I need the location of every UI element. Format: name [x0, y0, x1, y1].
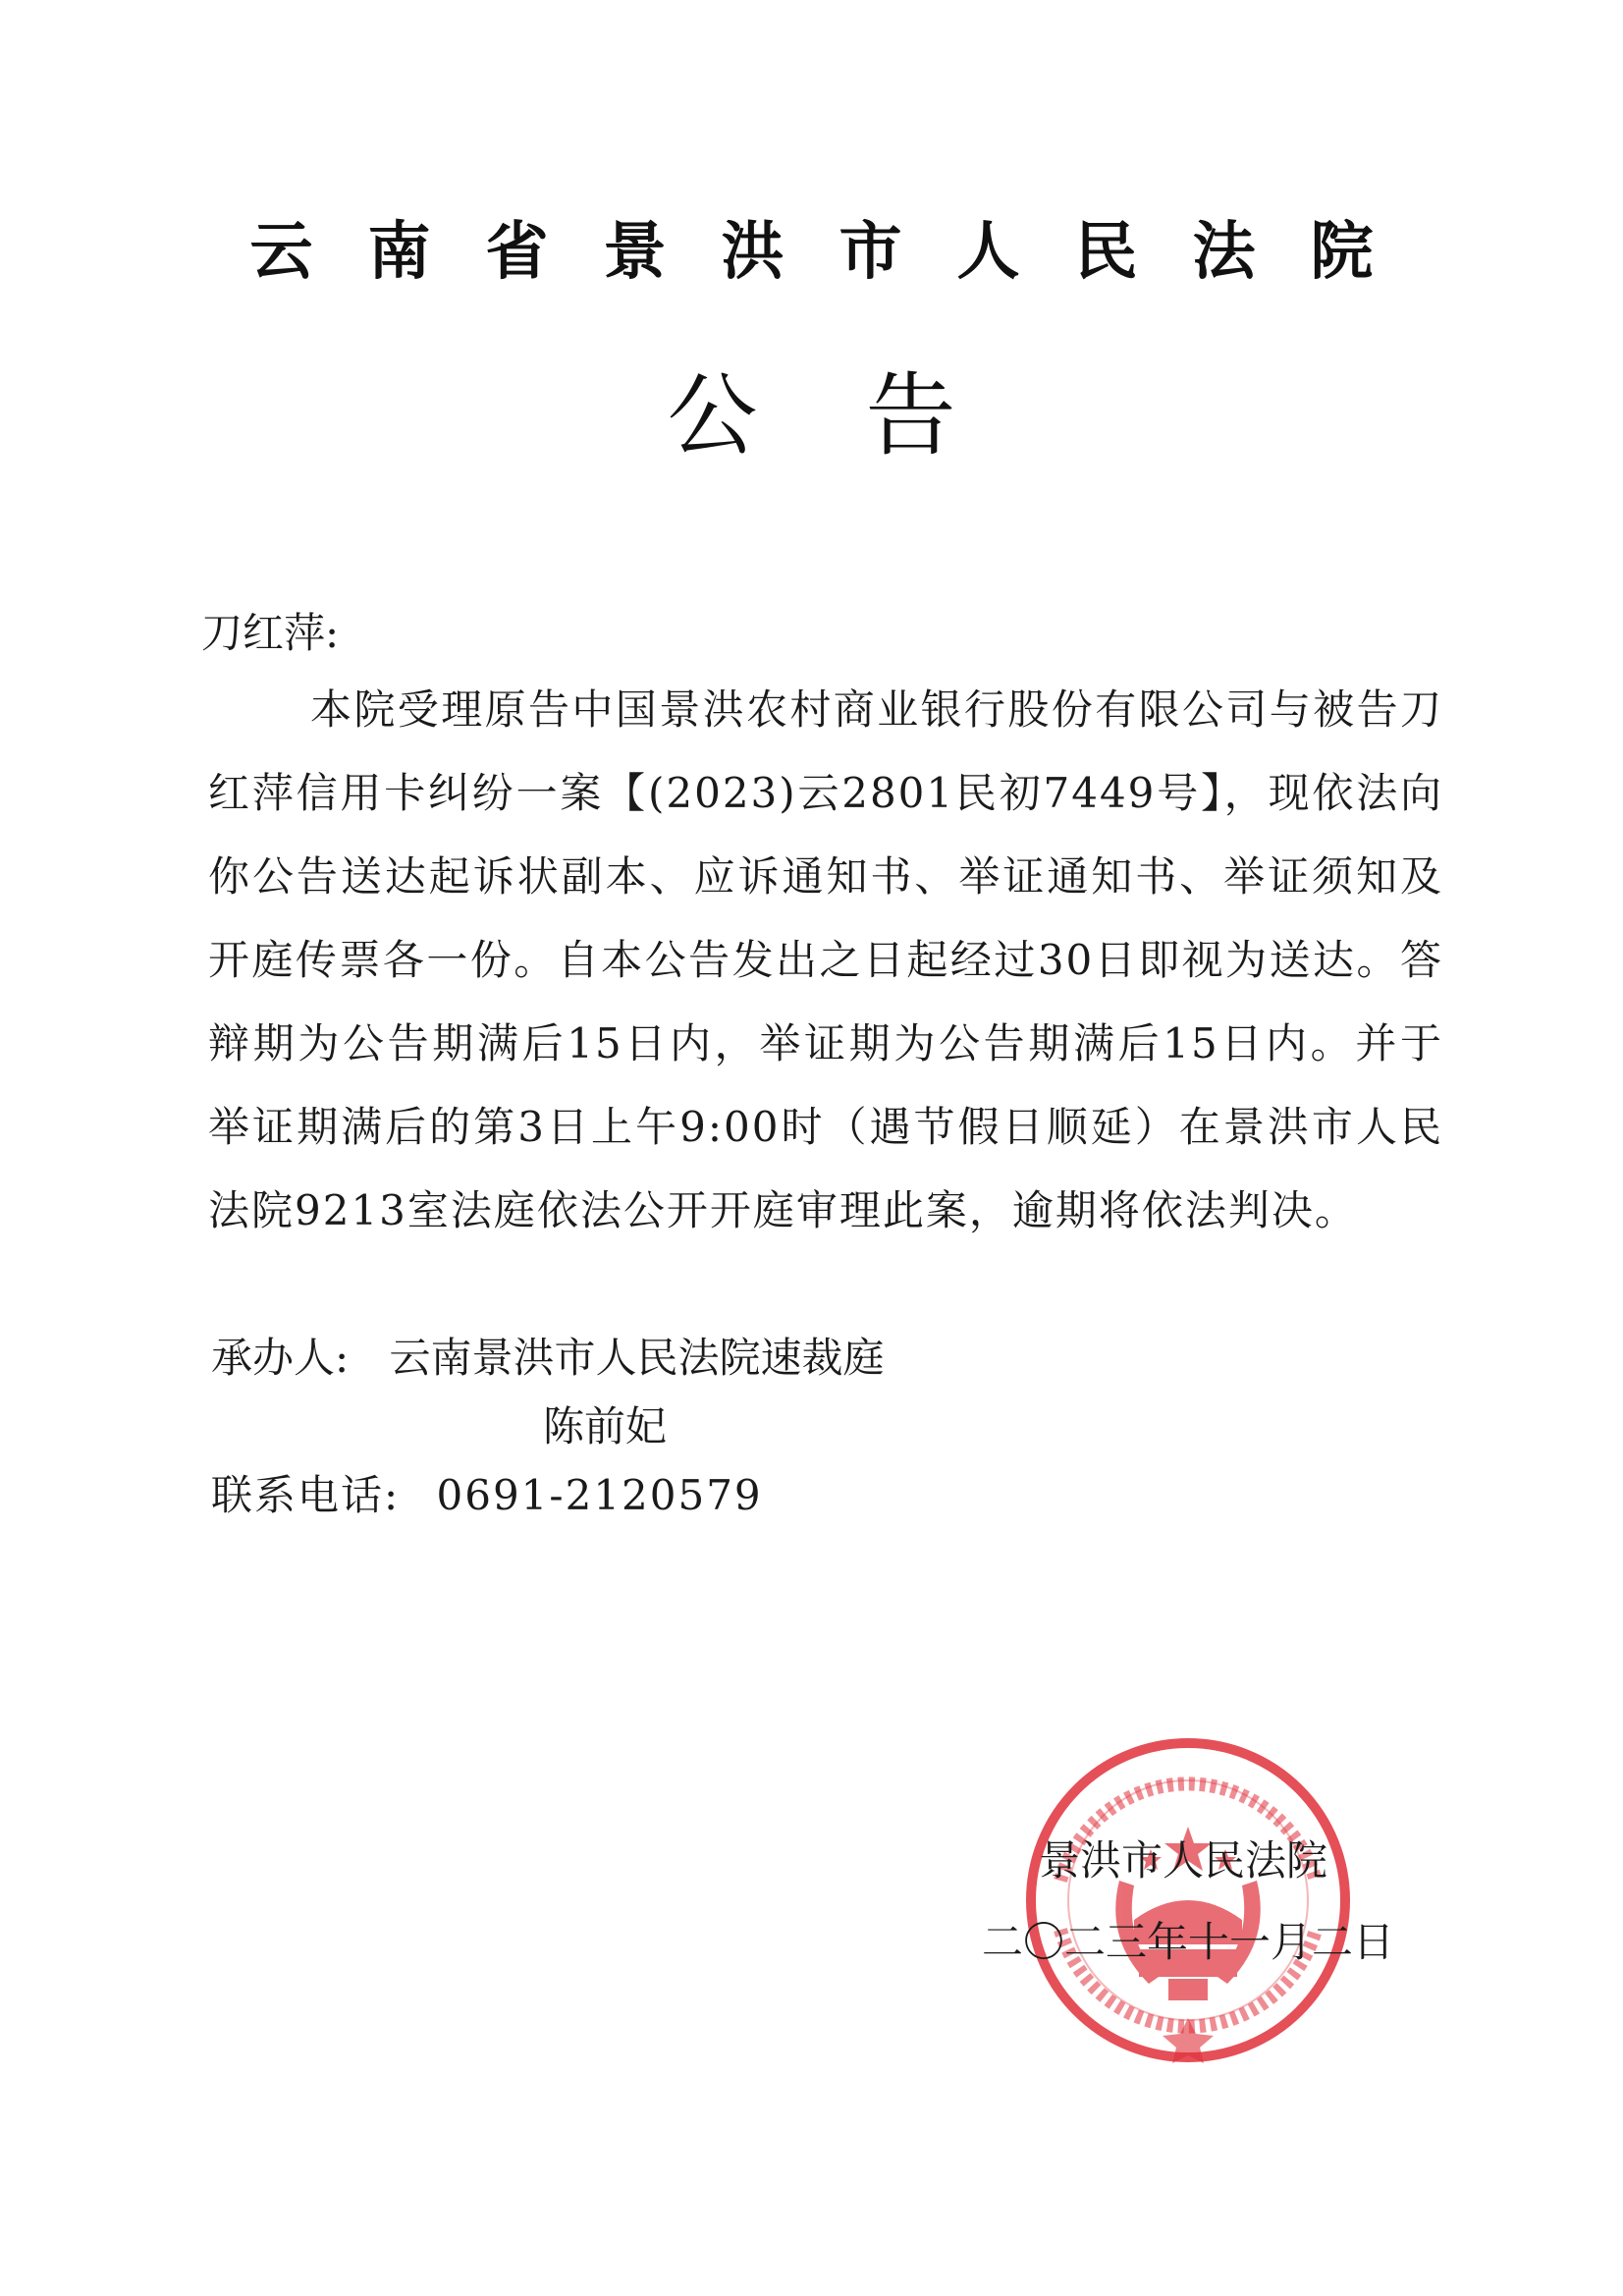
addressee: 刀红萍:	[201, 609, 340, 657]
notice-body: 本院受理原告中国景洪农村商业银行股份有限公司与被告刀红萍信用卡纠纷一案【(2023)云2801民初7449号】，现依法向你公告送达起诉状副本、应诉通知书、举证通知书、举证须知及开庭传票各一份。自本公告发出之日起经过30日即视为送达。答辩期为公告期满后15日内，举证期为公告期满后15日内。并于举证期满后的第3日上午9:00时（遇节假日顺延）在景洪市人民法院9213室法庭依法公开开庭审理此案，逾期将依法判决。	[208, 685, 1443, 1234]
court-seal-icon	[1021, 1733, 1355, 2067]
contact-label: 联系电话:	[211, 1471, 401, 1519]
issue-date: 二〇二三年十一月二日	[982, 1918, 1395, 1966]
contact-line	[211, 1463, 763, 1522]
handler-name: 陈前妃	[543, 1402, 668, 1450]
handler-unit: 云南景洪市人民法院速裁庭	[389, 1334, 885, 1382]
contact-phone: 0691-2120579	[436, 1471, 763, 1519]
handler-label: 承办人:	[211, 1334, 350, 1382]
document-title: 公告	[667, 363, 1064, 468]
court-title: 云南省景洪市人民法院	[249, 216, 1429, 289]
handler-line	[211, 1326, 885, 1385]
issuer-name: 景洪市人民法院	[1039, 1836, 1328, 1885]
